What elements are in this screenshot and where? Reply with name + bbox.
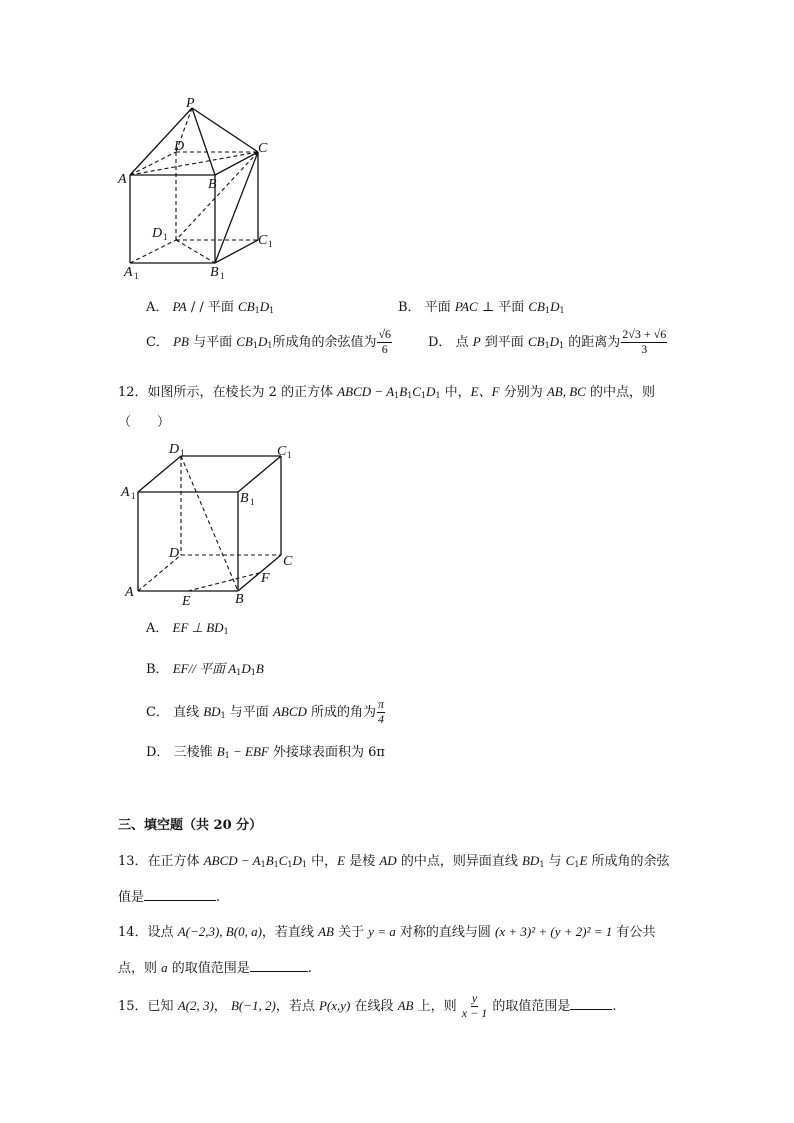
- q15-line: 15．已知 A(2, 3)， B(−1, 2)，若点 P(x,y) 在线段 AB 上，则 $\frac{y}{x - 1}$ 的取值范围是 .: [118, 991, 617, 1020]
- label-F: F: [261, 571, 270, 586]
- svg-text:1: 1: [220, 271, 225, 281]
- label-B: B: [208, 177, 217, 192]
- label-A: A: [118, 172, 127, 187]
- section-title: 三、填空题（共 20 分）: [118, 818, 263, 833]
- label-B1: B: [210, 265, 219, 280]
- q13-answer-blank[interactable]: [144, 888, 216, 901]
- label-D1: D: [169, 442, 180, 457]
- label-C: C: [283, 554, 293, 569]
- label-D: D: [169, 546, 180, 561]
- label-A: A: [125, 585, 134, 600]
- q11-option-d: D． 点 P 到平面 $CB_1D_1$ 的距离为 $\frac{2√3 + √6}{3}$: [428, 327, 667, 356]
- q12-option-b: B． EF// 平面 $A_1D_1B$: [146, 661, 264, 677]
- q12-figure: [115, 436, 305, 608]
- q13-line1: 13．在正方体 ABCD − $A_1B_1C_1D_1$ 中，E 是棱 AD 的中点，则异面直线 $BD_1$ 与 $C_1E$ 所成角的余弦: [118, 853, 670, 869]
- label-C1: C: [277, 444, 287, 459]
- svg-text:1: 1: [250, 497, 255, 507]
- q14-line2: 点，则 a 的取值范围是 .: [118, 960, 312, 976]
- q13-line2: 值是 .: [118, 890, 221, 905]
- label-B: B: [235, 592, 244, 607]
- label-B1: B: [240, 491, 249, 506]
- label-A1: A: [124, 265, 133, 280]
- q14-answer-blank[interactable]: [250, 959, 308, 972]
- q12-option-a: A． EF ⊥ $BD_1$: [146, 620, 229, 636]
- svg-text:1: 1: [163, 232, 168, 242]
- svg-text:1: 1: [131, 491, 136, 501]
- q12-option-c: C． 直线 $BD_1$ 与平面 ABCD 所成的角为 $\frac{\pi}{4}$: [146, 697, 385, 726]
- svg-text:1: 1: [287, 450, 292, 460]
- q12-paren: （ ）: [118, 415, 171, 430]
- svg-text:1: 1: [268, 239, 273, 249]
- q11-option-b: B． 平面 PAC ⊥ 平面 $CB_1D_1$: [398, 299, 565, 315]
- label-A1: A: [121, 485, 130, 500]
- q15-answer-blank[interactable]: [570, 997, 612, 1010]
- label-C: C: [258, 141, 268, 156]
- q14-line1: 14．设点 A(−2,3), B(0, a)，若直线 AB 关于 y = a 对称的直线与圆 (x + 3)² + (y + 2)² = 1 有公共: [118, 924, 656, 940]
- label-E: E: [182, 594, 191, 608]
- q11-option-c: C． PB 与平面 $CB_1D_1$所成角的余弦值为 $\frac{√6}{6}$: [146, 327, 392, 356]
- label-D1: D: [152, 226, 163, 241]
- q11-figure: [110, 95, 290, 285]
- label-D: D: [174, 139, 185, 154]
- q12-option-d: D． 三棱锥 $B_1$ − EBF 外接球表面积为 6π: [146, 744, 385, 760]
- label-C1: C: [258, 233, 268, 248]
- q11-option-a: A． PA / / 平面 $CB_1D_1$: [146, 299, 275, 315]
- label-P: P: [186, 96, 195, 111]
- svg-text:1: 1: [134, 271, 139, 281]
- q12-stem: 12．如图所示，在棱长为 2 的正方体 ABCD − $A_1B_1C_1D_1$ 中，E、F 分别为 AB, BC 的中点，则: [118, 384, 655, 400]
- svg-text:1: 1: [180, 448, 185, 458]
